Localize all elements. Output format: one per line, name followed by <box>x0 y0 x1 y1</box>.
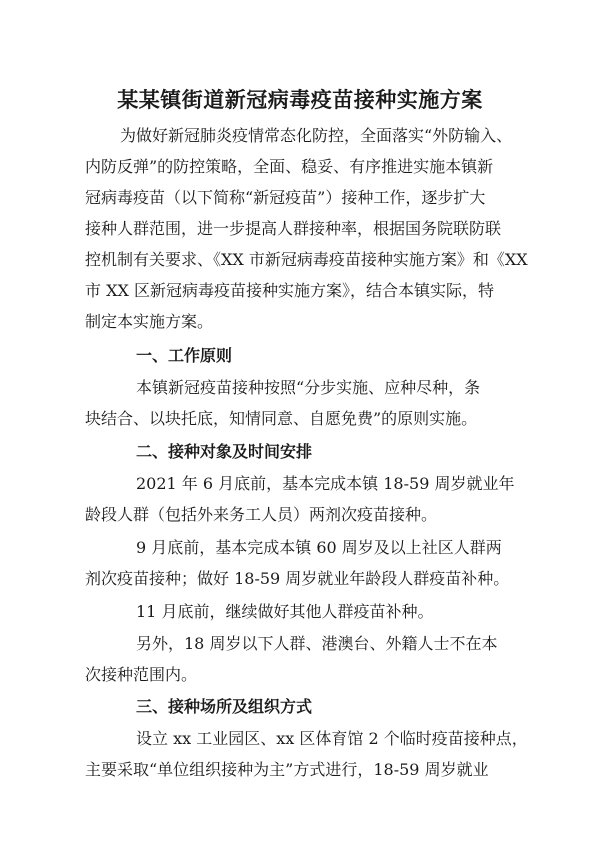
body-line: 为做好新冠肺炎疫情常态化防控，全面落实“外防输入、 <box>120 126 513 145</box>
section-heading-1: 一、工作原则 <box>136 346 233 365</box>
body-line: 主要采取“单位组织接种为主”方式进行，18-59 周岁就业 <box>85 760 489 779</box>
body-line: 次接种范围内。 <box>85 665 198 684</box>
body-line: 9 月底前，基本完成本镇 60 周岁及以上社区人群两 <box>136 538 502 557</box>
body-line: 块结合、以块托底，知情同意、自愿免费”的原则实施。 <box>85 409 478 428</box>
body-line: 剂次疫苗接种；做好 18-59 周岁就业年龄段人群疫苗补种。 <box>85 569 510 588</box>
body-line: 另外，18 周岁以下人群、港澳台、外籍人士不在本 <box>136 634 498 653</box>
body-line: 冠病毒疫苗（以下简称“新冠疫苗”）接种工作，逐步扩大 <box>85 188 486 207</box>
section-heading-3: 三、接种场所及组织方式 <box>136 697 313 716</box>
body-line: 制定本实施方案。 <box>85 312 214 331</box>
body-line: 控机制有关要求、《XX 市新冠病毒疫苗接种实施方案》和《XX <box>85 250 528 269</box>
body-line: 设立 xx 工业园区、xx 区体育馆 2 个临时疫苗接种点， <box>136 729 528 748</box>
body-line: 2021 年 6 月底前，基本完成本镇 18-59 周岁就业年 <box>136 474 515 493</box>
body-line: 市 XX 区新冠病毒疫苗接种实施方案》，结合本镇实际，特 <box>85 281 494 300</box>
body-line: 龄段人群（包括外来务工人员）两剂次疫苗接种。 <box>85 505 438 524</box>
section-heading-2: 二、接种对象及时间安排 <box>136 442 313 461</box>
body-line: 内防反弹”的防控策略，全面、稳妥、有序推进实施本镇新 <box>85 157 494 176</box>
body-line: 本镇新冠疫苗接种按照“分步实施、应种尽种，条 <box>136 378 481 397</box>
body-line: 接种人群范围，进一步提高人群接种率，根据国务院联防联 <box>85 219 502 238</box>
body-line: 11 月底前，继续做好其他人群疫苗补种。 <box>136 602 434 621</box>
document-title: 某某镇街道新冠病毒疫苗接种实施方案 <box>117 88 483 112</box>
